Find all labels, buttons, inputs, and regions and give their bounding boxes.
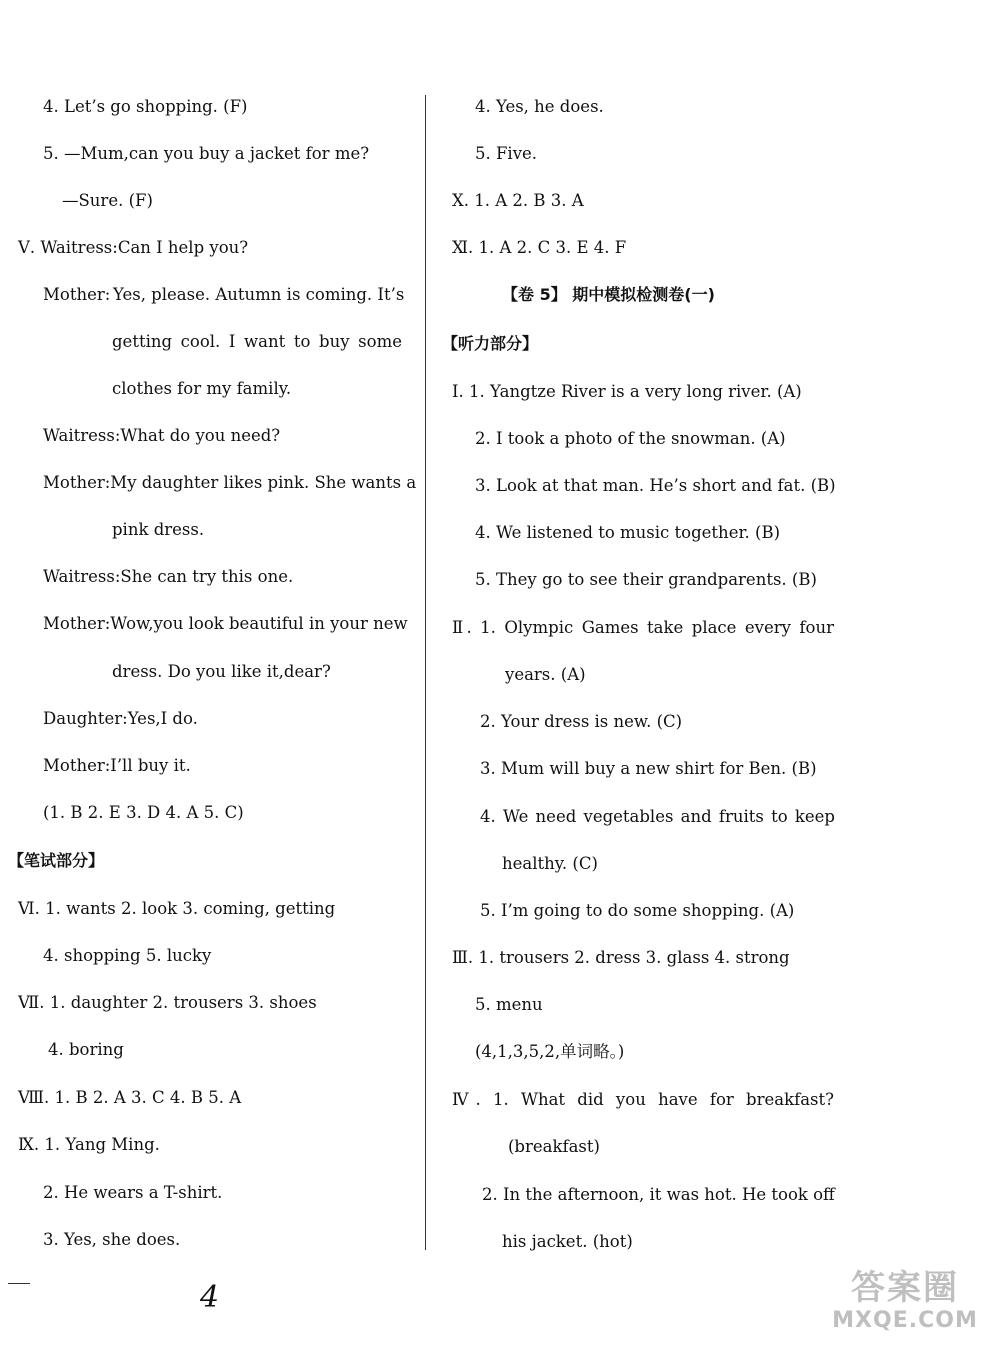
- answer-line: healthy. (C): [502, 854, 598, 873]
- answer-line: Ⅰ. 1. Yangtze River is a very long river. (A): [452, 382, 802, 401]
- answer-line: 5. They go to see their grandparents. (B): [475, 570, 817, 589]
- speaker-label: Mother:: [43, 285, 111, 304]
- answer-line: —Sure. (F): [62, 191, 153, 210]
- page-number: 4: [200, 1280, 220, 1315]
- answer-line: Ⅹ. 1. A 2. B 3. A: [452, 191, 584, 210]
- answer-line: 2. He wears a T-shirt.: [43, 1183, 223, 1202]
- answer-line: 4. boring: [48, 1040, 124, 1059]
- answer-line: 4. Let’s go shopping. (F): [43, 97, 248, 116]
- answer-line: Waitress:She can try this one.: [43, 567, 294, 586]
- answer-line: Daughter:Yes,I do.: [43, 709, 198, 728]
- answer-line: Mother:Wow,you look beautiful in your new: [43, 614, 408, 633]
- answer-line: years. (A): [505, 665, 586, 684]
- answer-line: (4,1,3,5,2,单词略。): [475, 1042, 625, 1061]
- answer-line: 4. Yes, he does.: [475, 97, 604, 116]
- answer-line: pink dress.: [112, 520, 205, 539]
- answer-line: 2. In the afternoon, it was hot. He took off: [482, 1185, 835, 1204]
- answer-line: his jacket. (hot): [502, 1232, 633, 1251]
- answer-line: 3. Mum will buy a new shirt for Ben. (B): [480, 759, 817, 778]
- answer-line: 5. menu: [475, 995, 543, 1014]
- section-heading: 【听力部分】: [442, 334, 539, 353]
- answer-line: Waitress:What do you need?: [43, 426, 281, 445]
- answer-line: Ⅵ. 1. wants 2. look 3. coming, getting: [18, 899, 336, 918]
- answer-line: Ⅺ. 1. A 2. C 3. E 4. F: [452, 238, 627, 257]
- answer-line: Ⅳ. 1. What did you have for breakfast?: [452, 1090, 834, 1109]
- answer-line: 2. I took a photo of the snowman. (A): [475, 429, 786, 448]
- dialogue-text: Yes, please. Autumn is coming. It’s: [113, 285, 405, 304]
- answer-line: dress. Do you like it,dear?: [112, 662, 331, 681]
- answer-line: getting cool. I want to buy some: [112, 332, 402, 351]
- answer-line: 3. Yes, she does.: [43, 1230, 181, 1249]
- answer-line: Ⅸ. 1. Yang Ming.: [18, 1135, 160, 1154]
- answer-line: Ⅱ. 1. Olympic Games take place every four: [452, 618, 834, 637]
- answer-line: Mother:I’ll buy it.: [43, 756, 191, 775]
- answer-line: 4. We need vegetables and fruits to keep: [480, 807, 835, 826]
- answer-line: 3. Look at that man. He’s short and fat. (B): [475, 476, 836, 495]
- answer-line: Ⅷ. 1. B 2. A 3. C 4. B 5. A: [18, 1088, 242, 1107]
- answer-line: 5. I’m going to do some shopping. (A): [480, 901, 795, 920]
- answer-line: clothes for my family.: [112, 379, 292, 398]
- answer-line: [43, 283, 403, 307]
- footer-dash: [8, 1283, 30, 1284]
- answer-line: 5. —Mum,can you buy a jacket for me?: [43, 144, 370, 163]
- answer-line: (breakfast): [508, 1137, 600, 1156]
- answer-line: 4. shopping 5. lucky: [43, 946, 212, 965]
- watermark-url: MXQE.COM: [832, 1308, 978, 1333]
- answer-line: 5. Five.: [475, 144, 538, 163]
- section-heading: 【卷 5】 期中模拟检测卷(一): [502, 285, 715, 304]
- answer-line: Ⅴ. Waitress:Can I help you?: [18, 238, 249, 257]
- watermark-logo: 答案圈: [851, 1268, 959, 1308]
- watermark: [820, 1268, 990, 1334]
- answer-line: (1. B 2. E 3. D 4. A 5. C): [43, 803, 244, 822]
- section-heading: 【笔试部分】: [8, 851, 105, 870]
- answer-line: Ⅲ. 1. trousers 2. dress 3. glass 4. strong: [452, 948, 790, 967]
- answer-line: 2. Your dress is new. (C): [480, 712, 683, 731]
- answer-line: Ⅶ. 1. daughter 2. trousers 3. shoes: [18, 993, 317, 1012]
- column-divider: [425, 95, 426, 1250]
- answer-line: 4. We listened to music together. (B): [475, 523, 781, 542]
- answer-line: Mother:My daughter likes pink. She wants a: [43, 473, 417, 492]
